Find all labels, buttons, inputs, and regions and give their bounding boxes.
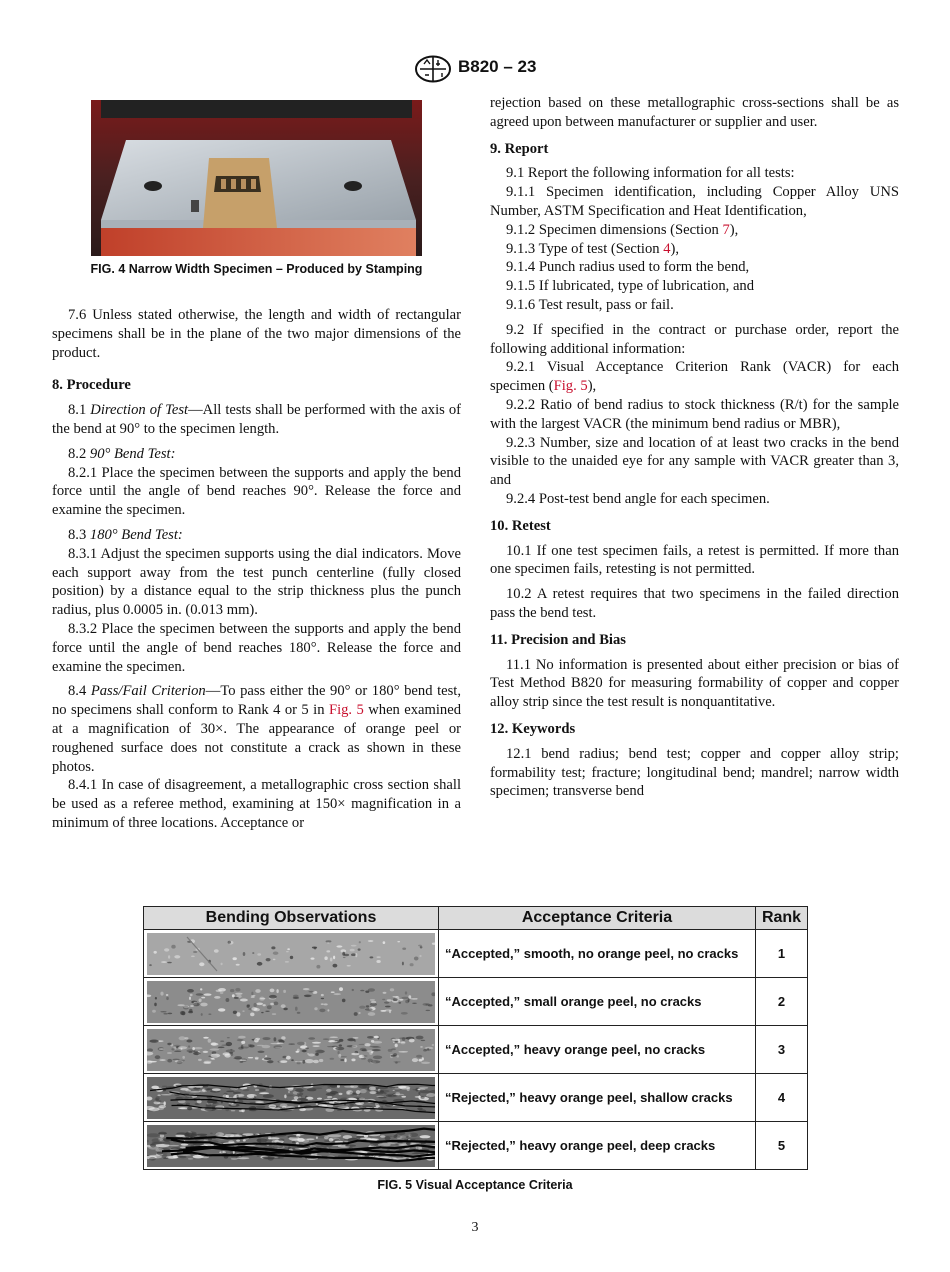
section-4-link[interactable]: 4	[663, 240, 671, 257]
rank-cell: 5	[756, 1122, 808, 1170]
criteria-cell: “Accepted,” small orange peel, no cracks	[439, 978, 756, 1026]
observation-photo	[144, 1074, 439, 1122]
rank-1-photo	[147, 933, 435, 975]
rank-5-photo	[147, 1125, 435, 1167]
section-8-4-1: 8.4.1 In case of disagreement, a metallographic cross section shall be used as a referee method, examining at 150× magnification in a minimum of three locations. Acceptance or	[52, 777, 461, 831]
section-10-heading: 10. Retest	[490, 517, 551, 534]
section-10-1: 10.1 If one test specimen fails, a retest is permitted. If more than one specimen fails, retesting is not permitted.	[490, 542, 899, 578]
section-12-heading: 12. Keywords	[490, 720, 576, 737]
figure-5-table	[143, 906, 807, 1170]
rank-2-photo	[147, 981, 435, 1023]
section-9-1-5: 9.1.5 If lubricated, type of lubrication, and	[506, 278, 755, 295]
column-header-observations: Bending Observations	[144, 907, 439, 930]
section-9-1-4: 9.1.4 Punch radius used to form the bend,	[506, 259, 750, 276]
rank-cell: 1	[756, 930, 808, 978]
figure-4-photo	[91, 100, 422, 256]
observation-photo	[144, 1122, 439, 1170]
section-8-4: 8.4 Pass/Fail Criterion—To pass either the 90° or 180° bend test, no specimens shall conform to Rank 4 or 5 in Fig. 5 when examined at a magnification of 30×. The appearance of orange peel or roughened surface does not constitute a crack as shown in these photos.	[52, 683, 461, 775]
section-9-2-3: 9.2.3 Number, size and location of at least two cracks in the bend visible to the unaided eye for any sample with VACR greater than 3, and	[490, 434, 899, 489]
rank-3-photo	[147, 1029, 435, 1071]
section-9-2-2: 9.2.2 Ratio of bend radius to stock thickness (R/t) for the sample with the largest VACR (the minimum bend radius or MBR),	[490, 396, 899, 432]
rank-cell: 3	[756, 1026, 808, 1074]
right-column	[490, 94, 899, 801]
column-header-criteria: Acceptance Criteria	[439, 907, 756, 930]
astm-logo-icon	[414, 55, 452, 83]
criteria-cell: “Accepted,” smooth, no orange peel, no cracks	[439, 930, 756, 978]
section-8-heading: 8. Procedure	[52, 377, 131, 394]
rank-4-photo	[147, 1077, 435, 1119]
section-9-heading: 9. Report	[490, 140, 549, 157]
observation-photo	[144, 978, 439, 1026]
criteria-cell: “Rejected,” heavy orange peel, deep cracks	[439, 1122, 756, 1170]
column-header-rank: Rank	[756, 907, 808, 930]
left-column	[52, 306, 461, 833]
table-row	[144, 1074, 808, 1122]
page-header	[0, 55, 950, 83]
section-8-3: 8.3 180° Bend Test:	[68, 526, 183, 543]
section-9-1-1: 9.1.1 Specimen identification, including Copper Alloy UNS Number, ASTM Specification and Heat Identification,	[490, 184, 899, 219]
section-10-2: 10.2 A retest requires that two specimens in the failed direction pass the bend test.	[490, 586, 899, 621]
section-9-1: 9.1 Report the following information for all tests:	[506, 165, 795, 182]
section-9-2: 9.2 If specified in the contract or purchase order, report the following additional information:	[490, 321, 899, 357]
table-row	[144, 978, 808, 1026]
fig-5-link[interactable]: Fig. 5	[328, 702, 364, 719]
figure-4-caption: FIG. 4 Narrow Width Specimen – Produced by Stamping	[90, 262, 423, 276]
section-9-2-4: 9.2.4 Post-test bend angle for each specimen.	[506, 490, 770, 507]
table-row	[144, 1026, 808, 1074]
section-8-2: 8.2 90° Bend Test:	[68, 445, 176, 462]
table-header-row	[144, 907, 808, 930]
section-7-link[interactable]: 7	[722, 221, 730, 238]
fig-5-link[interactable]: Fig. 5	[553, 378, 588, 395]
section-7-6: 7.6 Unless stated otherwise, the length and width of rectangular specimens shall be in the plane of the two major dimensions of the product.	[52, 307, 461, 361]
rank-cell: 2	[756, 978, 808, 1026]
table-row	[144, 1122, 808, 1170]
table-row	[144, 930, 808, 978]
section-8-4-1-continued: rejection based on these metallographic cross-sections shall be as agreed upon between manufacturer or supplier and user.	[490, 95, 899, 130]
section-9-1-6: 9.1.6 Test result, pass or fail.	[506, 296, 674, 313]
observation-photo	[144, 930, 439, 978]
section-12-1: 12.1 bend radius; bend test; copper and copper alloy strip; formability test; fracture; longitudinal bend; mandrel; narrow width specimen; transverse bend	[490, 745, 899, 800]
section-8-3-1: 8.3.1 Adjust the specimen supports using the dial indicators. Move each support away from the test punch centerline (fully closed position) by a distance equal to the strip thickness plus the punch radius, plus 0.0005 in. (0.013 mm).	[52, 545, 461, 619]
page-number: 3	[471, 1220, 479, 1235]
section-11-heading: 11. Precision and Bias	[490, 631, 626, 648]
criteria-cell: “Accepted,” heavy orange peel, no cracks	[439, 1026, 756, 1074]
figure-5-caption: FIG. 5 Visual Acceptance Criteria	[377, 1178, 573, 1192]
section-9-2-1: 9.2.1 Visual Acceptance Criterion Rank (VACR) for each specimen (Fig. 5),	[490, 359, 899, 395]
section-9-1-3: 9.1.3 Type of test (Section 4),	[506, 240, 680, 257]
section-11-1: 11.1 No information is presented about either precision or bias of Test Method B820 for measuring formability of copper and copper alloy strip since the test result is nonquantitative.	[490, 656, 899, 711]
observation-photo	[144, 1026, 439, 1074]
standard-designation: B820 – 23	[458, 57, 537, 76]
section-8-1: 8.1 Direction of Test—All tests shall be performed with the axis of the bend at 90° to the specimen length.	[52, 402, 461, 437]
section-9-1-2: 9.1.2 Specimen dimensions (Section 7),	[506, 221, 739, 238]
rank-cell: 4	[756, 1074, 808, 1122]
criteria-cell: “Rejected,” heavy orange peel, shallow cracks	[439, 1074, 756, 1122]
section-8-2-1: 8.2.1 Place the specimen between the supports and apply the bend force until the angle of bend reaches 90°. Release the force and examine the specimen.	[52, 464, 461, 519]
section-8-3-2: 8.3.2 Place the specimen between the supports and apply the bend force until the angle of bend reaches 180°. Release the force and examine the specimen.	[52, 620, 461, 675]
